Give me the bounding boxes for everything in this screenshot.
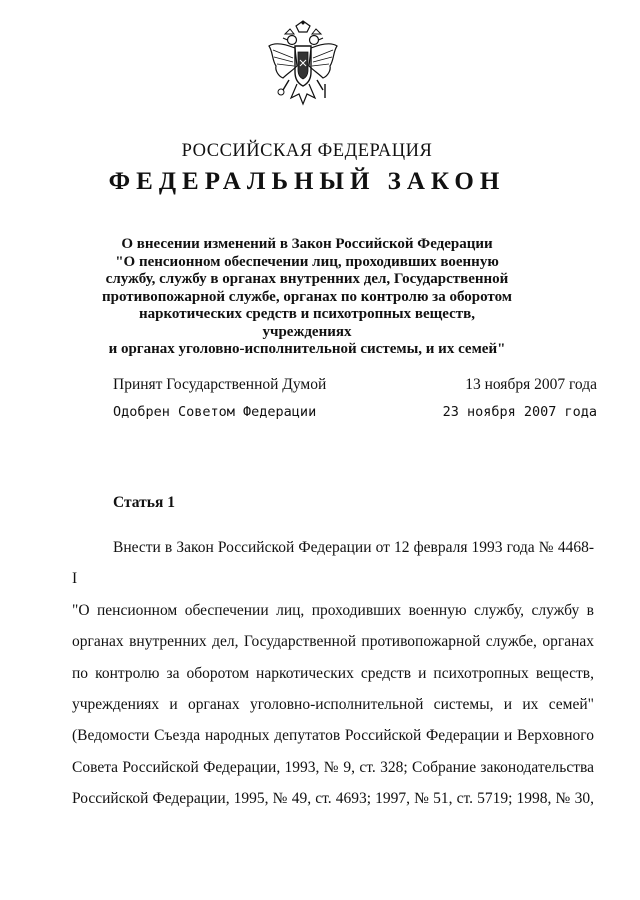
law-title-line: и органах уголовно-исполнительной системы, и их семей" — [108, 341, 506, 357]
law-title-line: О внесении изменений в Закон Российской Федерации — [121, 236, 493, 252]
law-title-line: службу, службу в органах внутренних дел, Государственной — [105, 271, 509, 287]
law-title-line: противопожарной службе, органах по контролю за оборотом — [101, 288, 512, 305]
article-line: Внести в Закон Российской Федерации от 12 февраля 1993 года № 4468-I — [72, 539, 594, 588]
article-heading: Статья 1 — [113, 494, 175, 511]
council-date: 23 ноября 2007 года — [442, 404, 597, 420]
duma-label: Принят Государственной Думой — [113, 376, 327, 393]
duma-adoption-row — [113, 376, 597, 394]
article-body — [72, 532, 594, 815]
russian-coat-of-arms-icon — [263, 20, 343, 120]
law-title — [100, 236, 514, 359]
council-label: Одобрен Советом Федерации — [113, 404, 317, 420]
article-line: по контролю за оборотом наркотических средств и психотропных веществ, — [72, 664, 594, 682]
article-line: органах внутренних дел, Государственной противопожарной службе, органах — [72, 633, 594, 651]
law-title-line: наркотических средств и психотропных веществ, учреждениях — [138, 306, 475, 340]
duma-date: 13 ноября 2007 года — [465, 376, 597, 393]
article-line: (Ведомости Съезда народных депутатов Российской Федерации и Верховного — [72, 727, 594, 745]
article-line: "О пенсионном обеспечении лиц, проходивших военную службу, службу в — [72, 601, 594, 619]
country-name: РОССИЙСКАЯ ФЕДЕРАЦИЯ — [181, 141, 433, 161]
article-line: Российской Федерации, 1995, № 49, ст. 4693; 1997, № 51, ст. 5719; 1998, № 30, — [72, 790, 594, 808]
article-line: Совета Российской Федерации, 1993, № 9, ст. 328; Собрание законодательства — [72, 758, 594, 776]
law-type-heading: ФЕДЕРАЛЬНЫЙ ЗАКОН — [108, 168, 506, 195]
article-line: учреждениях и органах уголовно-исполнительной системы, и их семей" — [72, 696, 594, 714]
law-title-line: "О пенсионном обеспечении лиц, проходивших военную — [115, 253, 499, 270]
council-approval-row — [113, 404, 597, 420]
